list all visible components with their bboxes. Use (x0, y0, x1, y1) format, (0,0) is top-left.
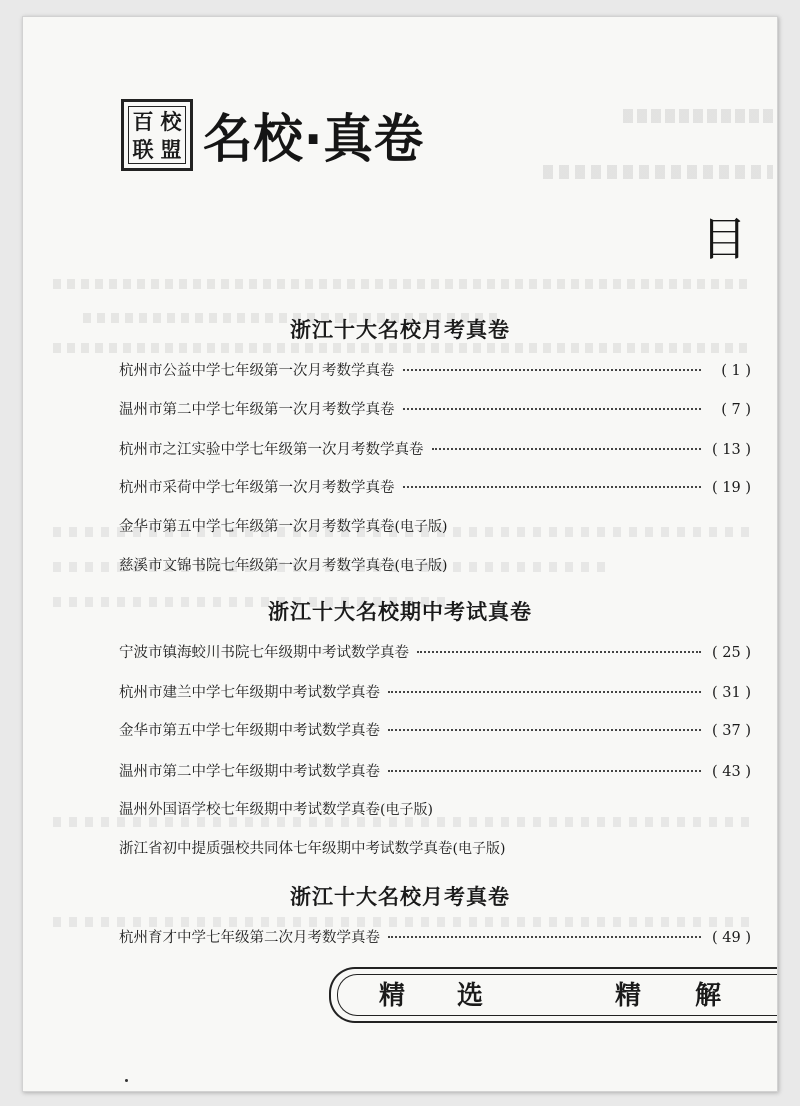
entry-title: 温州外国语学校七年级期中考试数学真卷 (119, 802, 380, 818)
entry-page: ( 49 ) (712, 930, 751, 946)
section-title-monthly-2: 浙江十大名校月考真卷 (290, 885, 510, 909)
logo-char: 校 (160, 108, 182, 134)
entry-page: ( 37 ) (712, 723, 751, 739)
entry-title: 金华市第五中学七年级期中考试数学真卷 (119, 723, 380, 739)
toc-entry[interactable] (119, 438, 751, 458)
entry-title: 杭州市之江实验中学七年级第一次月考数学真卷 (119, 442, 424, 458)
toc-entry[interactable] (119, 798, 751, 818)
dot-leader (417, 651, 701, 653)
toc-entry[interactable] (119, 760, 751, 780)
toc-entry[interactable] (119, 359, 751, 379)
toc-entry[interactable] (119, 926, 751, 946)
entry-title: 杭州市采荷中学七年级第一次月考数学真卷 (119, 480, 395, 496)
banner-word: 精 (615, 981, 642, 1011)
entry-page: ( 43 ) (712, 764, 751, 780)
toc-entry[interactable] (119, 641, 751, 661)
slogan-banner (329, 967, 778, 1023)
toc-entry[interactable] (119, 681, 751, 701)
entry-title: 温州市第二中学七年级期中考试数学真卷 (119, 764, 380, 780)
entry-title: 杭州育才中学七年级第二次月考数学真卷 (119, 930, 380, 946)
toc-entry[interactable] (119, 837, 751, 857)
logo-char: 联 (132, 136, 154, 162)
logo-char: 盟 (160, 136, 182, 162)
print-speck (125, 1079, 128, 1082)
edition-note: (电子版) (394, 558, 448, 574)
entry-title: 温州市第二中学七年级第一次月考数学真卷 (119, 402, 395, 418)
section-title-midterm: 浙江十大名校期中考试真卷 (268, 600, 532, 624)
section-title-monthly-1: 浙江十大名校月考真卷 (290, 318, 510, 342)
edition-note: (电子版) (394, 519, 448, 535)
entry-page: ( 31 ) (712, 685, 751, 701)
toc-entry[interactable] (119, 515, 751, 535)
toc-entry[interactable] (119, 554, 751, 574)
entry-page: ( 1 ) (721, 363, 751, 379)
dot-leader (432, 448, 702, 450)
edition-note: (电子版) (452, 841, 506, 857)
entry-page: ( 19 ) (712, 480, 751, 496)
entry-title: 杭州市建兰中学七年级期中考试数学真卷 (119, 685, 380, 701)
dot-leader (388, 770, 701, 772)
alliance-logo (121, 99, 193, 171)
entry-title: 杭州市公益中学七年级第一次月考数学真卷 (119, 363, 395, 379)
entry-title: 浙江省初中提质强校共同体七年级期中考试数学真卷 (119, 841, 453, 857)
edition-note: (电子版) (380, 802, 433, 818)
banner-word: 选 (457, 981, 484, 1011)
dot-leader (388, 936, 701, 938)
entry-title: 金华市第五中学七年级第一次月考数学真卷 (119, 519, 395, 535)
contents-heading: 目 (701, 212, 747, 266)
entry-title: 宁波市镇海蛟川书院七年级期中考试数学真卷 (119, 645, 409, 661)
dot-leader (403, 369, 702, 371)
dot-leader (403, 486, 702, 488)
toc-entry[interactable] (119, 719, 751, 739)
entry-title: 慈溪市文锦书院七年级第一次月考数学真卷 (119, 558, 395, 574)
logo-char: 百 (132, 108, 154, 134)
banner-word: 精 (379, 981, 406, 1011)
dot-leader (388, 691, 701, 693)
dot-leader (388, 729, 701, 731)
dot-leader (403, 408, 702, 410)
brand-title: 名校·真卷 (203, 110, 425, 170)
entry-page: ( 25 ) (712, 645, 751, 661)
banner-word: 解 (695, 981, 722, 1011)
entry-page: ( 7 ) (721, 402, 751, 418)
entry-page: ( 13 ) (712, 442, 751, 458)
document-page (22, 16, 778, 1092)
toc-entry[interactable] (119, 476, 751, 496)
toc-entry[interactable] (119, 398, 751, 418)
